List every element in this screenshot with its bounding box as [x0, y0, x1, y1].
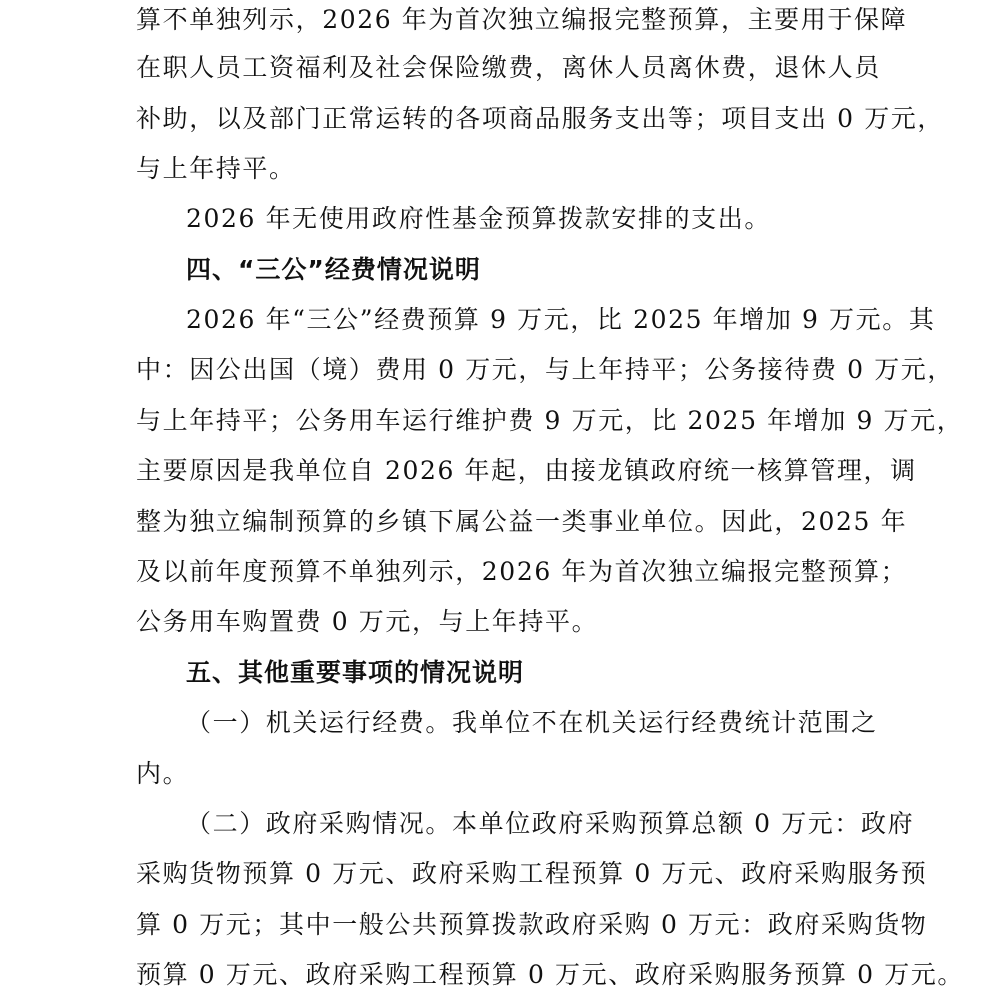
paragraph-line: 采购货物预算 0 万元、政府采购工程预算 0 万元、政府采购服务预 [136, 859, 928, 888]
section-heading-five: 五、其他重要事项的情况说明 [186, 658, 525, 687]
paragraph-line: 预算 0 万元、政府采购工程预算 0 万元、政府采购服务预算 0 万元。 [136, 960, 965, 989]
section-heading-four: 四、“三公”经费情况说明 [186, 255, 481, 284]
paragraph-line: 主要原因是我单位自 2026 年起，由接龙镇政府统一核算管理，调 [136, 456, 917, 485]
paragraph-line: 算不单独列示，2026 年为首次独立编报完整预算，主要用于保障 [136, 5, 908, 34]
paragraph-line: 在职人员工资福利及社会保险缴费，离休人员离休费，退休人员 [136, 53, 881, 82]
paragraph-line: （二）政府采购情况。本单位政府采购预算总额 0 万元：政府 [186, 809, 915, 838]
paragraph-line: 算 0 万元；其中一般公共预算拨款政府采购 0 万元：政府采购货物 [136, 910, 928, 939]
paragraph-line: 2026 年“三公”经费预算 9 万元，比 2025 年增加 9 万元。其 [186, 305, 936, 334]
paragraph-line: 与上年持平。 [136, 154, 296, 183]
paragraph-line: 及以前年度预算不单独列示，2026 年为首次独立编报完整预算； [136, 557, 908, 586]
paragraph-line: 公务用车购置费 0 万元，与上年持平。 [136, 607, 599, 636]
paragraph-line: 2026 年无使用政府性基金预算拨款安排的支出。 [186, 204, 771, 233]
paragraph-line: 内。 [136, 759, 190, 788]
paragraph-line: 中：因公出国（境）费用 0 万元，与上年持平；公务接待费 0 万元， [136, 355, 955, 384]
paragraph-line: 补助，以及部门正常运转的各项商品服务支出等；项目支出 0 万元， [136, 104, 945, 133]
paragraph-line: （一）机关运行经费。我单位不在机关运行经费统计范围之 [186, 708, 878, 737]
paragraph-line: 整为独立编制预算的乡镇下属公益一类事业单位。因此，2025 年 [136, 507, 908, 536]
paragraph-line: 与上年持平；公务用车运行维护费 9 万元，比 2025 年增加 9 万元， [136, 406, 964, 435]
